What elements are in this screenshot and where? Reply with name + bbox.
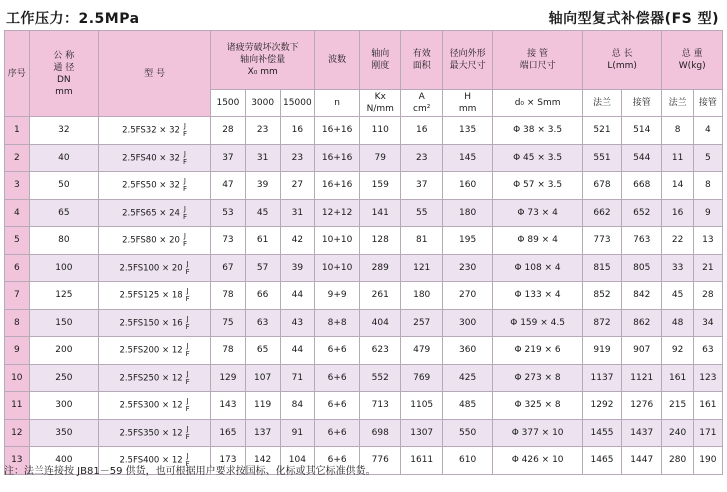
header-waves-sub: n [315, 90, 360, 117]
cell-dn: 40 [29, 144, 98, 172]
cell-dn: 300 [29, 392, 98, 420]
cell-k: 79 [360, 144, 401, 172]
cell-no: 8 [5, 309, 30, 337]
cell-wf: 22 [662, 227, 693, 255]
cell-x15000: 71 [280, 364, 315, 392]
cell-wp: 161 [693, 392, 722, 420]
cell-wp: 63 [693, 337, 722, 365]
cell-x3000: 137 [245, 419, 280, 447]
cell-model [99, 199, 211, 227]
cell-x3000: 45 [245, 199, 280, 227]
cell-lf: 662 [582, 199, 621, 227]
cell-no: 9 [5, 337, 30, 365]
cell-model [99, 227, 211, 255]
cell-n: 12+12 [315, 199, 360, 227]
cell-dn: 50 [29, 172, 98, 200]
cell-k: 552 [360, 364, 401, 392]
cell-x1500: 165 [211, 419, 246, 447]
cell-h: 160 [442, 172, 492, 200]
header-no: 序号 [5, 31, 30, 117]
jf-marker: J F [182, 122, 187, 139]
cell-lf: 872 [582, 309, 621, 337]
cell-lp: 1276 [622, 392, 662, 420]
cell-lp: 1447 [622, 447, 662, 475]
cell-pipe: Φ 159 × 4.5 [493, 309, 583, 337]
cell-x1500: 73 [211, 227, 246, 255]
cell-n: 16+16 [315, 172, 360, 200]
cell-x3000: 142 [245, 447, 280, 475]
cell-wf: 14 [662, 172, 693, 200]
header-fatigue: 诸疲劳破坏次数下 轴向补偿量 X₀ mm [211, 31, 315, 90]
cell-x3000: 119 [245, 392, 280, 420]
header-stiffness: 轴向 刚度 [360, 31, 401, 90]
cell-dn: 200 [29, 337, 98, 365]
table-row [5, 309, 723, 337]
cell-dn: 65 [29, 199, 98, 227]
jf-marker: J F [185, 287, 190, 304]
model-text: 2.5FS40 × 32 [122, 153, 180, 164]
cell-lp: 842 [622, 282, 662, 310]
jf-marker: J F [185, 452, 190, 469]
model-text: 2.5FS65 × 24 [122, 208, 180, 219]
cell-no: 10 [5, 364, 30, 392]
cell-k: 159 [360, 172, 401, 200]
cell-x3000: 63 [245, 309, 280, 337]
cell-n: 6+6 [315, 364, 360, 392]
cell-h: 550 [442, 419, 492, 447]
cell-wp: 123 [693, 364, 722, 392]
table-row [5, 254, 723, 282]
cell-model [99, 364, 211, 392]
jf-marker: J F [185, 342, 190, 359]
cell-k: 261 [360, 282, 401, 310]
cell-n: 10+10 [315, 227, 360, 255]
cell-pipe: Φ 426 × 10 [493, 447, 583, 475]
cell-x15000: 42 [280, 227, 315, 255]
cell-n: 16+16 [315, 117, 360, 145]
cell-wf: 11 [662, 144, 693, 172]
cell-k: 623 [360, 337, 401, 365]
cell-n: 6+6 [315, 392, 360, 420]
cell-pipe: Φ 133 × 4 [493, 282, 583, 310]
cell-no: 3 [5, 172, 30, 200]
cell-no: 7 [5, 282, 30, 310]
cell-dn: 80 [29, 227, 98, 255]
cell-lf: 919 [582, 337, 621, 365]
jf-marker: J F [185, 314, 190, 331]
model-text: 2.5FS100 × 20 [119, 263, 183, 274]
jf-marker: J F [182, 232, 187, 249]
cell-lp: 805 [622, 254, 662, 282]
header-weight-flange: 法兰 [662, 90, 693, 117]
cell-x15000: 91 [280, 419, 315, 447]
table-row [5, 172, 723, 200]
cell-pipe: Φ 108 × 4 [493, 254, 583, 282]
cell-x1500: 129 [211, 364, 246, 392]
header-dn: 公 称 通 径 DN mm [29, 31, 98, 117]
cell-x1500: 28 [211, 117, 246, 145]
cell-x15000: 44 [280, 337, 315, 365]
cell-wp: 190 [693, 447, 722, 475]
header-pipe-sub: d₀ × Smm [493, 90, 583, 117]
cell-lf: 815 [582, 254, 621, 282]
cell-wp: 28 [693, 282, 722, 310]
cell-x15000: 84 [280, 392, 315, 420]
cell-pipe: Φ 325 × 8 [493, 392, 583, 420]
cell-wf: 33 [662, 254, 693, 282]
cell-lf: 773 [582, 227, 621, 255]
jf-marker: J F [185, 259, 190, 276]
cell-a: 1307 [401, 419, 442, 447]
cell-h: 425 [442, 364, 492, 392]
cell-pipe: Φ 219 × 6 [493, 337, 583, 365]
cell-x3000: 107 [245, 364, 280, 392]
cell-lf: 852 [582, 282, 621, 310]
header-area-sub: A cm² [401, 90, 442, 117]
cell-n: 16+16 [315, 144, 360, 172]
table-row [5, 337, 723, 365]
spec-table [4, 30, 723, 475]
cell-k: 289 [360, 254, 401, 282]
model-text: 2.5FS50 × 32 [122, 180, 180, 191]
cell-lf: 1465 [582, 447, 621, 475]
cell-x1500: 37 [211, 144, 246, 172]
cell-dn: 100 [29, 254, 98, 282]
cell-a: 23 [401, 144, 442, 172]
cell-k: 713 [360, 392, 401, 420]
cell-no: 5 [5, 227, 30, 255]
cell-h: 195 [442, 227, 492, 255]
header-weight: 总 重 W(kg) [662, 31, 723, 90]
cell-wf: 8 [662, 117, 693, 145]
header-x3000: 3000 [245, 90, 280, 117]
header-pipe: 接 管 端口尺寸 [493, 31, 583, 90]
cell-no: 13 [5, 447, 30, 475]
jf-marker: J F [182, 149, 187, 166]
model-text: 2.5FS80 × 20 [122, 235, 180, 246]
table-row [5, 419, 723, 447]
cell-x15000: 104 [280, 447, 315, 475]
cell-x1500: 75 [211, 309, 246, 337]
cell-x3000: 65 [245, 337, 280, 365]
cell-lp: 544 [622, 144, 662, 172]
cell-no: 11 [5, 392, 30, 420]
model-text: 2.5FS350 × 12 [119, 428, 183, 439]
cell-dn: 350 [29, 419, 98, 447]
cell-x15000: 43 [280, 309, 315, 337]
cell-model [99, 144, 211, 172]
cell-h: 485 [442, 392, 492, 420]
cell-h: 145 [442, 144, 492, 172]
cell-lp: 763 [622, 227, 662, 255]
header-area: 有效 面积 [401, 31, 442, 90]
cell-a: 180 [401, 282, 442, 310]
cell-wf: 48 [662, 309, 693, 337]
cell-pipe: Φ 377 × 10 [493, 419, 583, 447]
cell-x15000: 27 [280, 172, 315, 200]
cell-a: 81 [401, 227, 442, 255]
cell-x3000: 66 [245, 282, 280, 310]
spec-table-body [5, 117, 723, 475]
cell-no: 6 [5, 254, 30, 282]
header-length-flange: 法兰 [582, 90, 621, 117]
cell-wp: 21 [693, 254, 722, 282]
header-waves: 波数 [315, 31, 360, 90]
header-od: 径向外形 最大尺寸 [442, 31, 492, 90]
cell-h: 300 [442, 309, 492, 337]
cell-model [99, 392, 211, 420]
table-row [5, 199, 723, 227]
cell-dn: 125 [29, 282, 98, 310]
cell-wf: 45 [662, 282, 693, 310]
header-stiffness-sub: Kx N/mm [360, 90, 401, 117]
cell-k: 141 [360, 199, 401, 227]
cell-pipe: Φ 57 × 3.5 [493, 172, 583, 200]
cell-dn: 400 [29, 447, 98, 475]
cell-pipe: Φ 38 × 3.5 [493, 117, 583, 145]
cell-wf: 16 [662, 199, 693, 227]
cell-n: 6+6 [315, 447, 360, 475]
cell-wf: 161 [662, 364, 693, 392]
header-length-pipe: 接管 [622, 90, 662, 117]
model-text: 2.5FS400 × 12 [119, 455, 183, 466]
cell-model [99, 117, 211, 145]
cell-x1500: 47 [211, 172, 246, 200]
header-model: 型 号 [99, 31, 211, 117]
cell-x1500: 78 [211, 282, 246, 310]
cell-wp: 9 [693, 199, 722, 227]
cell-n: 10+10 [315, 254, 360, 282]
table-row [5, 144, 723, 172]
cell-pipe: Φ 89 × 4 [493, 227, 583, 255]
cell-lp: 907 [622, 337, 662, 365]
jf-marker: J F [185, 397, 190, 414]
model-text: 2.5FS300 × 12 [119, 400, 183, 411]
cell-lf: 678 [582, 172, 621, 200]
cell-a: 55 [401, 199, 442, 227]
header-x15000: 15000 [280, 90, 315, 117]
cell-k: 698 [360, 419, 401, 447]
cell-x15000: 31 [280, 199, 315, 227]
header-length: 总 长 L(mm) [582, 31, 662, 90]
cell-h: 180 [442, 199, 492, 227]
model-text: 2.5FS125 × 18 [119, 290, 183, 301]
cell-wp: 8 [693, 172, 722, 200]
cell-x15000: 16 [280, 117, 315, 145]
cell-a: 1105 [401, 392, 442, 420]
cell-x1500: 67 [211, 254, 246, 282]
cell-k: 776 [360, 447, 401, 475]
cell-model [99, 309, 211, 337]
cell-h: 270 [442, 282, 492, 310]
cell-h: 230 [442, 254, 492, 282]
pressure-label: 工作压力：2.5MPa [6, 11, 140, 27]
cell-a: 257 [401, 309, 442, 337]
cell-a: 769 [401, 364, 442, 392]
cell-x15000: 23 [280, 144, 315, 172]
table-row [5, 392, 723, 420]
cell-lp: 514 [622, 117, 662, 145]
cell-a: 37 [401, 172, 442, 200]
cell-lp: 668 [622, 172, 662, 200]
cell-n: 6+6 [315, 419, 360, 447]
cell-a: 1611 [401, 447, 442, 475]
cell-model [99, 419, 211, 447]
cell-x1500: 173 [211, 447, 246, 475]
page-title: 轴向型复式补偿器(FS 型) [548, 11, 719, 27]
cell-lf: 521 [582, 117, 621, 145]
cell-x3000: 39 [245, 172, 280, 200]
cell-lp: 1121 [622, 364, 662, 392]
cell-x15000: 39 [280, 254, 315, 282]
cell-dn: 250 [29, 364, 98, 392]
model-text: 2.5FS150 × 16 [119, 318, 183, 329]
cell-lp: 862 [622, 309, 662, 337]
cell-wp: 13 [693, 227, 722, 255]
cell-dn: 32 [29, 117, 98, 145]
cell-h: 135 [442, 117, 492, 145]
cell-n: 9+9 [315, 282, 360, 310]
cell-n: 6+6 [315, 337, 360, 365]
cell-no: 12 [5, 419, 30, 447]
cell-dn: 150 [29, 309, 98, 337]
cell-wp: 171 [693, 419, 722, 447]
cell-x1500: 143 [211, 392, 246, 420]
cell-x15000: 44 [280, 282, 315, 310]
cell-model [99, 282, 211, 310]
cell-a: 121 [401, 254, 442, 282]
table-row [5, 364, 723, 392]
cell-no: 1 [5, 117, 30, 145]
cell-pipe: Φ 73 × 4 [493, 199, 583, 227]
footnote: 注：法兰连接按 JB81－59 供货，也可根据用户要求按国标、化标或其它标准供货。 [4, 466, 376, 477]
cell-wp: 4 [693, 117, 722, 145]
cell-pipe: Φ 45 × 3.5 [493, 144, 583, 172]
cell-model [99, 337, 211, 365]
cell-a: 16 [401, 117, 442, 145]
cell-wp: 34 [693, 309, 722, 337]
cell-wp: 5 [693, 144, 722, 172]
cell-model [99, 254, 211, 282]
cell-wf: 280 [662, 447, 693, 475]
cell-k: 128 [360, 227, 401, 255]
cell-wf: 240 [662, 419, 693, 447]
cell-x3000: 23 [245, 117, 280, 145]
cell-no: 2 [5, 144, 30, 172]
jf-marker: J F [182, 177, 187, 194]
header-x1500: 1500 [211, 90, 246, 117]
cell-pipe: Φ 273 × 8 [493, 364, 583, 392]
cell-x1500: 78 [211, 337, 246, 365]
table-row [5, 282, 723, 310]
cell-wf: 92 [662, 337, 693, 365]
cell-lf: 1292 [582, 392, 621, 420]
cell-lp: 652 [622, 199, 662, 227]
jf-marker: J F [185, 424, 190, 441]
cell-h: 610 [442, 447, 492, 475]
cell-n: 8+8 [315, 309, 360, 337]
cell-h: 360 [442, 337, 492, 365]
cell-lf: 1137 [582, 364, 621, 392]
table-row [5, 227, 723, 255]
cell-x1500: 53 [211, 199, 246, 227]
cell-x3000: 61 [245, 227, 280, 255]
jf-marker: J F [185, 369, 190, 386]
header-od-sub: H mm [442, 90, 492, 117]
cell-no: 4 [5, 199, 30, 227]
jf-marker: J F [182, 204, 187, 221]
cell-x3000: 57 [245, 254, 280, 282]
model-text: 2.5FS32 × 32 [122, 125, 180, 136]
header-weight-pipe: 接管 [693, 90, 722, 117]
cell-lp: 1437 [622, 419, 662, 447]
cell-x3000: 31 [245, 144, 280, 172]
model-text: 2.5FS200 × 12 [119, 345, 183, 356]
model-text: 2.5FS250 × 12 [119, 373, 183, 384]
cell-k: 404 [360, 309, 401, 337]
cell-lf: 1455 [582, 419, 621, 447]
cell-wf: 215 [662, 392, 693, 420]
cell-k: 110 [360, 117, 401, 145]
table-row [5, 117, 723, 145]
cell-model [99, 172, 211, 200]
cell-a: 479 [401, 337, 442, 365]
cell-lf: 551 [582, 144, 621, 172]
